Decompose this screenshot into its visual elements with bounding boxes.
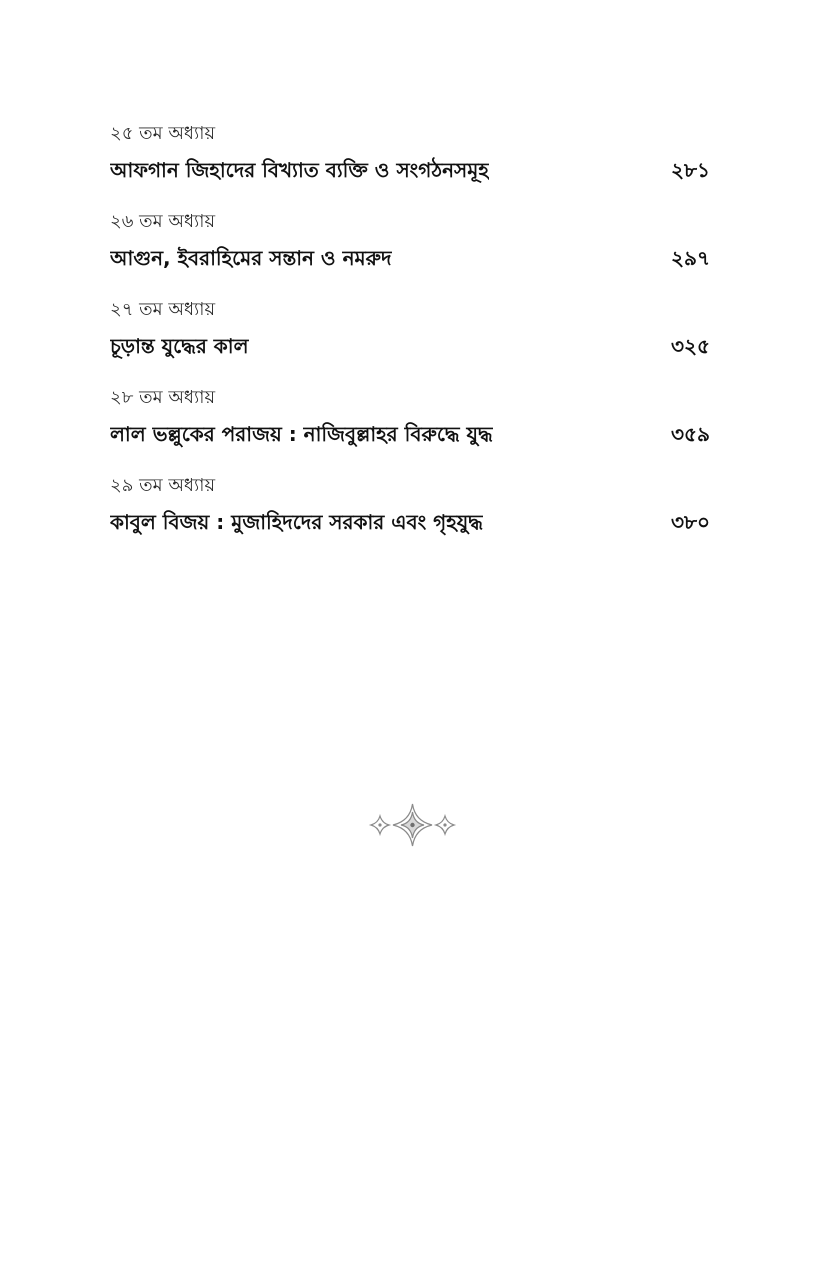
chapter-label: ২৭ তম অধ্যায় <box>110 299 216 320</box>
title-row <box>110 332 710 360</box>
page-number: ৩৮০ <box>671 510 710 534</box>
chapter-title[interactable]: লাল ভল্লুকের পরাজয় : নাজিবুল্লাহর বিরুদ্ধে যুদ্ধ <box>110 422 493 446</box>
chapter-title[interactable]: কাবুল বিজয় : মুজাহিদদের সরকার এবং গৃহযুদ্ধ <box>110 510 483 534</box>
toc-entry[interactable] <box>110 118 710 206</box>
chapter-label: ২৬ তম অধ্যায় <box>110 211 216 232</box>
chapter-label: ২৫ তম অধ্যায় <box>110 123 216 144</box>
chapter-label: ২৯ তম অধ্যায় <box>110 475 216 496</box>
title-row <box>110 244 710 272</box>
toc-entry[interactable] <box>110 294 710 382</box>
title-row <box>110 508 710 536</box>
four-point-star-ornament-icon <box>365 800 460 848</box>
chapter-title[interactable]: আগুন, ইবরাহিমের সন্তান ও নমরুদ <box>110 246 392 270</box>
page-number: ২৮১ <box>671 158 710 182</box>
page-number: ৩৫৯ <box>671 422 710 446</box>
toc-entry[interactable] <box>110 382 710 470</box>
toc-entry[interactable] <box>110 470 710 558</box>
page-number: ৩২৫ <box>671 334 710 358</box>
title-row <box>110 420 710 448</box>
toc-entry[interactable] <box>110 206 710 294</box>
chapter-title[interactable]: আফগান জিহাদের বিখ্যাত ব্যক্তি ও সংগঠনসমূহ <box>110 158 489 182</box>
page-number: ২৯৭ <box>671 246 710 270</box>
chapter-label: ২৮ তম অধ্যায় <box>110 387 216 408</box>
table-of-contents <box>110 118 710 558</box>
title-row <box>110 156 710 184</box>
chapter-title[interactable]: চূড়ান্ত যুদ্ধের কাল <box>110 334 249 358</box>
